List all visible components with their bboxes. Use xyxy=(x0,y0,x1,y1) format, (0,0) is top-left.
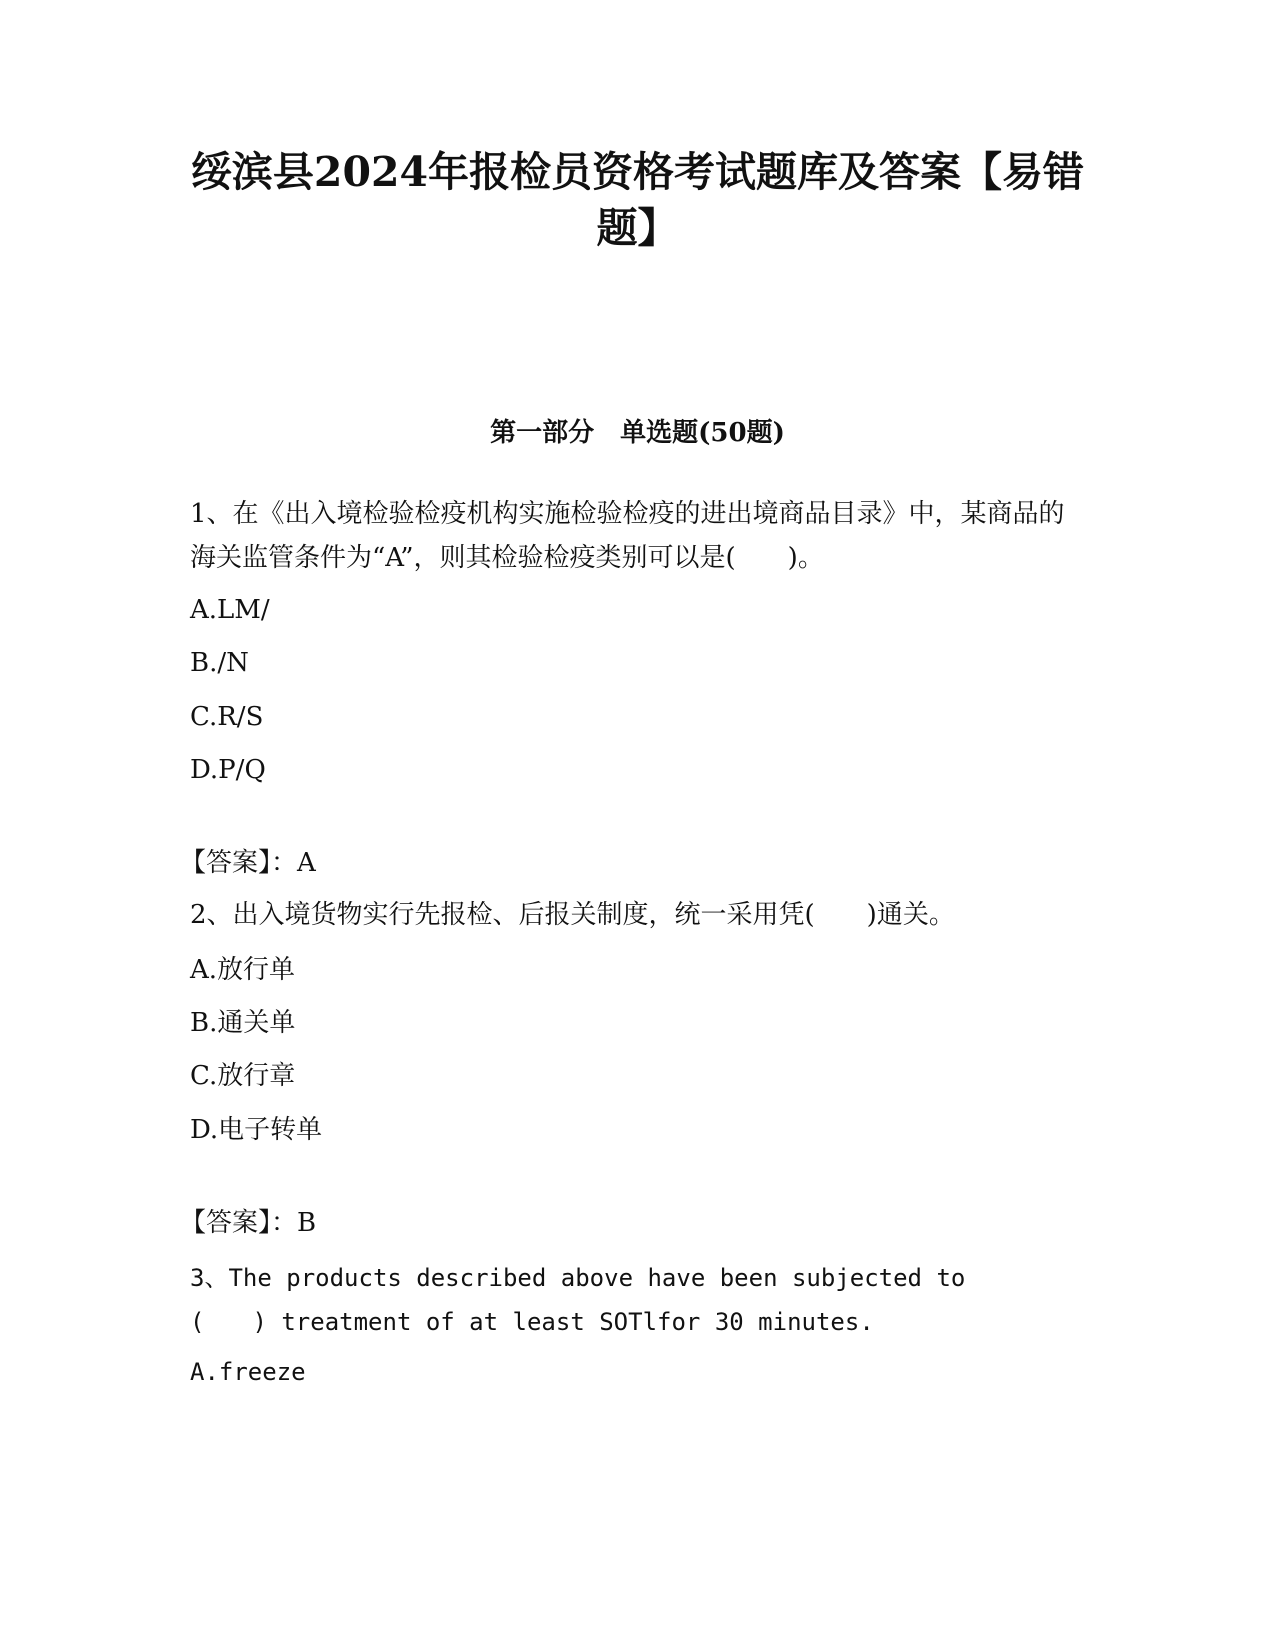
question-1-option-d: D.P/Q xyxy=(190,755,266,785)
question-2-option-c: C.放行章 xyxy=(190,1061,296,1091)
document-title: 绥滨县2024年报检员资格考试题库及答案【易错题】 xyxy=(190,148,1085,252)
question-1-option-a: A.LM/ xyxy=(190,595,270,625)
question-1-option-c: C.R/S xyxy=(190,702,264,732)
question-2-stem: 2、出入境货物实行先报检、后报关制度，统一采用凭( )通关。 xyxy=(190,900,955,930)
question-2-option-b: B.通关单 xyxy=(190,1008,296,1038)
question-1-stem: 1、在《出入境检验检疫机构实施检验检疫的进出境商品目录》中，某商品的海关监管条件为“A”，则其检验检疫类别可以是( )。 xyxy=(190,499,1065,573)
question-2-option-a: A.放行单 xyxy=(190,955,296,985)
question-2-option-d: D.电子转单 xyxy=(190,1115,323,1145)
question-1-answer: 【答案】：A xyxy=(180,848,316,878)
question-3-stem: 3、The products described above have been subjected to ( ) treatment of at least SOTlfor 30 minutes. xyxy=(190,1264,966,1336)
question-1-option-b: B./N xyxy=(190,648,249,678)
question-2-answer: 【答案】：B xyxy=(180,1208,317,1238)
question-3-option-a: A.freeze xyxy=(190,1358,306,1386)
section-heading: 第一部分 单选题(50题) xyxy=(490,418,785,448)
